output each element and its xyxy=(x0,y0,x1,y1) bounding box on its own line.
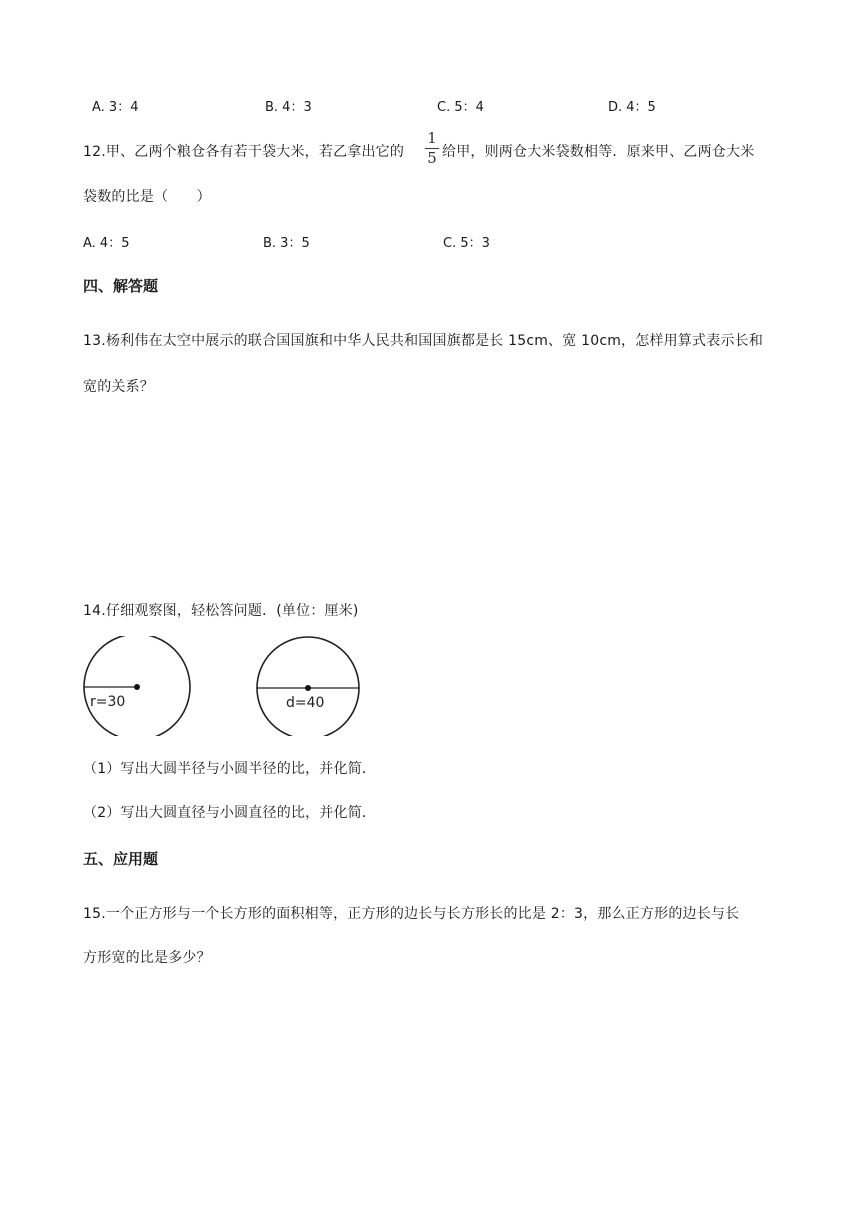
q13-line1: 13.杨利伟在太空中展示的联合国国旗和中华人民共和国国旗都是长 15cm、宽 10cm，怎样用算式表示长和 xyxy=(83,333,764,349)
q12-fraction-numerator: 1 xyxy=(427,129,437,147)
q14-sub2: （2）写出大圆直径与小圆直径的比，并化简． xyxy=(83,805,377,821)
q15-line2: 方形宽的比是多少？ xyxy=(83,950,211,966)
q12-option-a: A. 4：5 xyxy=(83,236,130,251)
q12-option-c: C. 5：3 xyxy=(443,236,490,251)
q11-option-c: C. 5：4 xyxy=(437,100,484,115)
q12-line2: 袋数的比是（ ） xyxy=(83,189,211,205)
q11-option-a: A. 3：4 xyxy=(92,100,139,115)
q15-line1: 15.一个正方形与一个长方形的面积相等，正方形的边长与长方形长的比是 2：3，那么正方形的边长与长 xyxy=(83,906,740,922)
q11-option-d: D. 4：5 xyxy=(608,100,656,115)
q12-text-after: 给甲，则两仓大米袋数相等．原来甲、乙两仓大米 xyxy=(442,144,755,160)
q12-fraction xyxy=(425,131,439,166)
q14-sub1: （1）写出大圆半径与小圆半径的比，并化简． xyxy=(83,761,377,777)
small-circle-center xyxy=(134,684,140,690)
large-circle-label: d=40 xyxy=(286,695,325,711)
small-circle-label: r=30 xyxy=(90,694,126,710)
q12-fraction-denominator: 5 xyxy=(427,149,437,167)
q13-line2: 宽的关系？ xyxy=(83,379,154,395)
q12-option-b: B. 3：5 xyxy=(263,236,310,251)
q14-title: 14.仔细观察图，轻松答问题．(单位：厘米) xyxy=(83,603,359,619)
section-4-title: 四、解答题 xyxy=(83,277,159,295)
q12-text-before: 12.甲、乙两个粮仓各有若干袋大米，若乙拿出它的 xyxy=(83,144,405,160)
q11-option-b: B. 4：3 xyxy=(265,100,312,115)
large-circle-center xyxy=(305,685,311,691)
q14-circles-figure xyxy=(80,636,380,736)
section-5-title: 五、应用题 xyxy=(83,850,159,868)
